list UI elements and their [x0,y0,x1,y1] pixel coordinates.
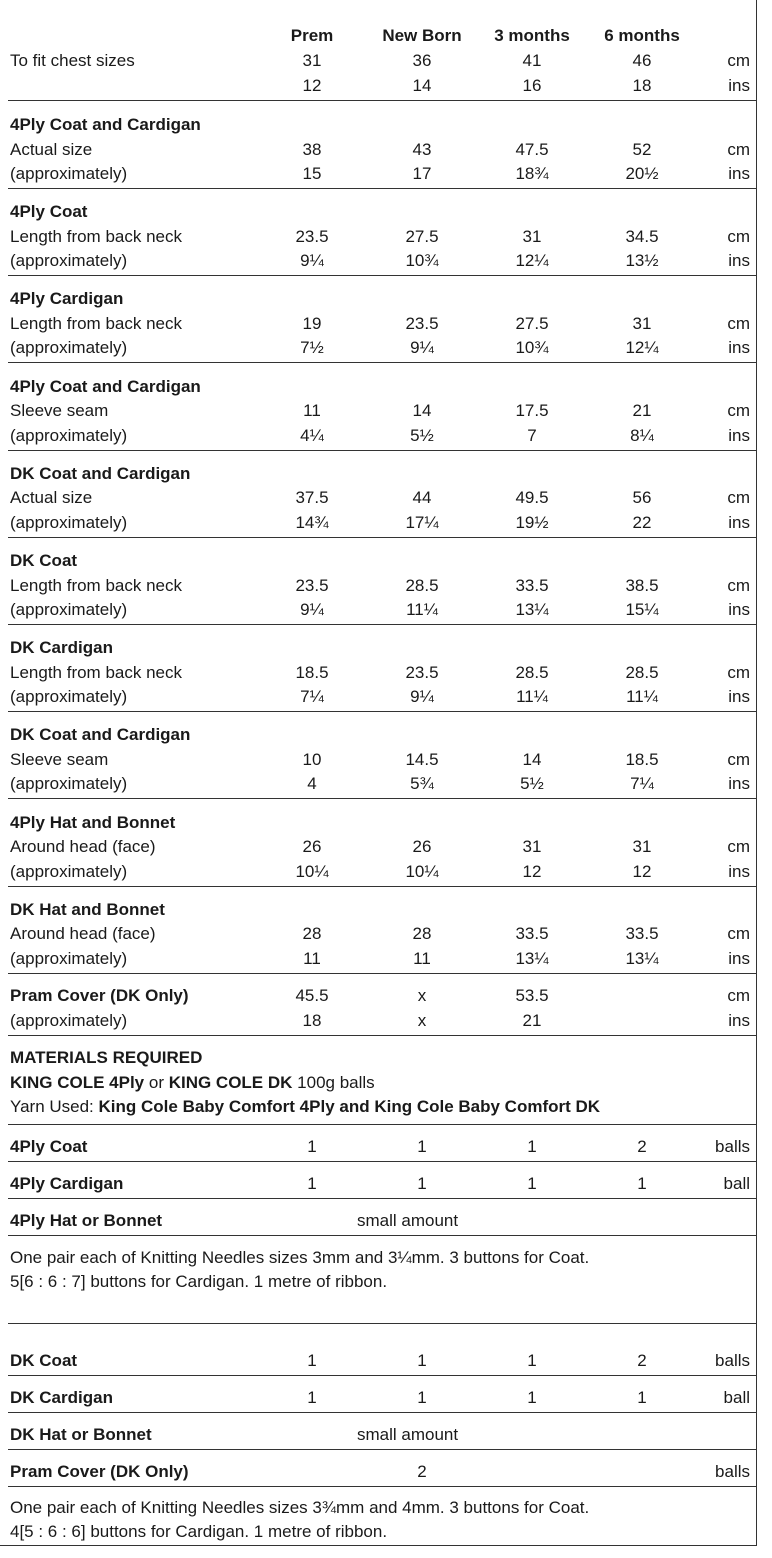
divider [8,1124,756,1125]
divider [8,1375,756,1376]
value-cell: 45.5 [295,986,329,1005]
value-cell: 18¾ [515,164,549,183]
material-name: DK Cardigan [10,1388,113,1407]
measurement-section [0,375,772,449]
unit-cell: cm [727,837,750,857]
value-cell: 17.5 [515,401,549,421]
value-cell: 1 [637,1388,647,1407]
value-cell: 33.5 [515,924,549,944]
section-line: (approximately) [10,425,128,445]
value-cell: 5½ [410,425,434,445]
section-line: (approximately) [10,512,128,532]
value-cell: 10 [302,749,322,769]
divider [8,711,756,712]
material-name: 4Ply Hat or Bonnet [10,1211,163,1230]
measurement-section [0,898,772,972]
section-line: Length from back neck [10,575,182,595]
measurement-section [0,200,772,274]
value-cell: 1 [307,1388,317,1407]
value-cell: 15¼ [625,600,659,619]
section-line: (approximately) [10,861,128,881]
value-cell: 9¼ [410,687,434,707]
value-cell: 21 [632,401,652,421]
size-header: 6 months [604,26,680,45]
unit-cell: ins [728,687,750,707]
value-cell: 1 [417,1351,427,1370]
divider [8,188,756,189]
unit-cell: cm [727,313,750,333]
section-line: (approximately) [10,600,128,619]
value-cell: 12¼ [515,251,549,271]
unit-cell: ins [728,425,750,445]
value-cell: 56 [632,488,652,508]
value-cell: 1 [307,1351,317,1370]
unit-cell: ins [728,1010,750,1030]
value-cell: 31 [522,837,542,857]
measurement-section [0,113,772,187]
material-name: DK Hat or Bonnet [10,1425,152,1444]
value-cell: 4 [307,774,317,794]
material-row [0,1460,772,1484]
value-cell: 43 [412,139,432,159]
value-cell: 14 [412,75,432,95]
value-cell: 21 [522,1010,542,1030]
value-cell: 18 [632,75,652,95]
value-cell: 1 [417,1137,427,1156]
material-row [0,1423,772,1447]
value-cell: 11 [303,948,321,968]
size-header: New Born [382,26,462,45]
yarn-line [10,1071,375,1096]
material-row [0,1172,772,1196]
unit-cell: cm [727,488,750,508]
measurement-section [0,549,772,623]
value-cell: 46 [632,51,652,70]
value-cell: 13¼ [625,948,659,968]
unit-cell: ins [728,600,750,619]
value-cell: 41 [522,51,542,70]
divider [8,1198,756,1199]
value-cell: 23.5 [295,226,329,246]
note-line: 5[6 : 6 : 7] buttons for Cardigan. 1 metre of ribbon. [10,1272,388,1291]
unit-cell: cm [727,924,750,944]
unit-cell: cm [727,575,750,595]
note-line: 4[5 : 6 : 6] buttons for Cardigan. 1 metre of ribbon. [10,1522,388,1541]
note-line: One pair each of Knitting Needles sizes 3¾mm and 4mm. 3 buttons for Coat. [10,1498,590,1517]
divider [8,362,756,363]
value-cell: 14 [522,749,542,769]
yarn-used-label: Yarn Used: [10,1097,99,1116]
divider [8,798,756,799]
measurement-section [0,636,772,710]
value-cell: 1 [637,1174,647,1193]
value-cell: 33.5 [625,924,659,944]
unit-cell: cm [727,401,750,421]
note-4ply [10,1246,750,1294]
unit-cell: ins [728,164,750,183]
value-cell: 19½ [515,512,549,532]
section-line: Actual size [10,139,93,159]
unit-cell: cm [727,139,750,159]
amount-cell: 2 [417,1462,427,1481]
unit-cell: ball [723,1388,750,1407]
yarn-weight: 100g balls [292,1072,375,1092]
value-cell: 47.5 [515,139,549,159]
measurement-section [0,723,772,797]
unit-cell: ins [728,861,750,881]
value-cell: 52 [632,139,652,159]
pram-cover-block [0,984,772,1033]
value-cell: 28.5 [405,575,439,595]
value-cell: 44 [412,488,432,508]
value-cell: 19 [302,313,322,333]
unit-cell: ins [728,774,750,794]
value-cell: 31 [632,837,652,857]
value-cell: 1 [527,1351,537,1370]
measurement-section [0,287,772,361]
unit-cell: ins [728,75,750,95]
value-cell: 5¾ [410,774,434,794]
section-line: (approximately) [10,948,128,968]
section-line: (approximately) [10,251,128,271]
value-cell: 31 [302,51,322,70]
material-row [0,1386,772,1410]
unit-cell: balls [715,1351,750,1370]
yarn-used-value: King Cole Baby Comfort 4Ply and King Cole Baby Comfort DK [98,1097,601,1116]
value-cell: 38.5 [625,575,659,595]
value-cell: 1 [417,1388,427,1407]
value-cell: 26 [412,837,432,857]
section-line: Length from back neck [10,313,182,333]
material-name: DK Coat [10,1351,78,1370]
value-cell: 13¼ [515,600,549,619]
value-cell: 9¼ [300,251,324,271]
yarn-brand: KING COLE 4Ply [10,1072,145,1092]
value-cell: 23.5 [295,575,329,595]
value-cell: 8¼ [630,425,654,445]
value-cell: 23.5 [405,313,439,333]
size-header-row [0,24,772,49]
materials-heading: MATERIALS REQUIRED [10,1048,203,1067]
value-cell: 23.5 [405,662,439,682]
value-cell: 31 [522,226,542,246]
value-cell: 12 [632,861,652,881]
value-cell: 12¼ [625,338,659,358]
value-cell: 1 [307,1174,317,1193]
unit-cell: cm [727,986,750,1005]
material-name: Pram Cover (DK Only) [10,1462,189,1481]
section-line: Actual size [10,488,93,508]
section-line: (approximately) [10,164,128,183]
section-title: 4Ply Coat and Cardigan [10,115,201,134]
size-header: 3 months [494,26,570,45]
value-cell: 9¼ [300,600,324,619]
unit-cell: ins [728,338,750,358]
value-cell: 18.5 [625,749,659,769]
chest-label: To fit chest sizes [10,51,135,70]
value-cell: 10¼ [405,861,439,881]
value-cell: 4¼ [300,425,324,445]
value-cell: 11 [303,401,321,421]
value-cell: 28 [302,924,322,944]
divider [8,450,756,451]
unit-cell: balls [715,1462,750,1481]
divider [8,1449,756,1450]
divider [8,100,756,101]
value-cell: 13¼ [515,948,549,968]
divider [8,1235,756,1236]
unit-cell: cm [727,226,750,246]
value-cell: 10¾ [405,251,439,271]
value-cell: 10¼ [295,861,329,881]
materials-heading-block [0,1046,772,1120]
value-cell: 34.5 [625,226,659,246]
divider [8,886,756,887]
value-cell: 26 [302,837,322,857]
value-cell: 27.5 [405,226,439,246]
value-cell: 7 [527,425,537,445]
value-cell: x [417,986,427,1005]
value-cell: 12 [302,75,322,95]
value-cell: 53.5 [515,986,549,1005]
value-cell: 17¼ [405,512,439,532]
note-line: One pair each of Knitting Needles sizes 3mm and 3¼mm. 3 buttons for Coat. [10,1248,590,1267]
unit-cell: balls [715,1137,750,1156]
section-title: 4Ply Hat and Bonnet [10,812,176,832]
yarn-brand: KING COLE DK [168,1072,293,1092]
value-cell: 15 [302,164,322,183]
section-title: DK Coat and Cardigan [10,463,191,483]
section-line: (approximately) [10,338,128,358]
section-line: Around head (face) [10,837,156,857]
amount-cell: small amount [357,1425,459,1444]
value-cell: 10¾ [515,338,549,358]
section-line: (approximately) [10,774,128,794]
value-cell: 2 [637,1351,647,1370]
divider [8,624,756,625]
size-header: Prem [290,26,334,45]
value-cell: 7¼ [300,687,324,707]
value-cell: 38 [302,139,322,159]
unit-cell: cm [727,749,750,769]
material-name: 4Ply Coat [10,1137,88,1156]
value-cell: 12 [522,861,542,881]
section-line: Length from back neck [10,226,182,246]
divider [8,1486,756,1487]
section-title: DK Coat [10,551,78,570]
value-cell: 36 [412,51,432,70]
yarn-or: or [144,1072,169,1092]
material-row [0,1349,772,1373]
value-cell: 7¼ [630,774,654,794]
section-title: Pram Cover (DK Only) [10,986,189,1005]
section-line: Length from back neck [10,662,182,682]
value-cell: 28 [412,924,432,944]
yarn-used-line [10,1095,600,1120]
value-cell: 1 [527,1137,537,1156]
material-name: 4Ply Cardigan [10,1174,124,1193]
value-cell: 1 [417,1174,427,1193]
value-cell: 2 [637,1137,647,1156]
unit-cell: cm [727,662,750,682]
section-title: DK Hat and Bonnet [10,899,165,919]
measurement-section [0,811,772,885]
section-title: 4Ply Cardigan [10,289,124,309]
value-cell: 9¼ [410,338,434,358]
value-cell: 11 [413,948,431,968]
divider [8,1323,756,1324]
value-cell: 5½ [520,774,544,794]
value-cell: 1 [527,1174,537,1193]
unit-cell: ins [728,512,750,532]
value-cell: 49.5 [515,488,549,508]
unit-cell: ins [728,948,750,968]
value-cell: 20½ [625,164,659,183]
value-cell: x [417,1010,427,1030]
value-cell: 14 [412,401,432,421]
section-line: (approximately) [10,687,128,707]
divider [8,1412,756,1413]
value-cell: 18.5 [295,662,329,682]
value-cell: 1 [527,1388,537,1407]
value-cell: 11¼ [626,687,658,707]
unit-cell: cm [727,51,750,70]
value-cell: 18 [302,1010,322,1030]
section-title: DK Coat and Cardigan [10,725,191,745]
value-cell: 37.5 [295,488,329,508]
unit-cell: ball [723,1174,750,1193]
value-cell: 28.5 [625,662,659,682]
measurement-section [0,462,772,536]
chest-size-block [0,49,772,98]
value-cell: 28.5 [515,662,549,682]
value-cell: 17 [412,164,432,183]
section-title: 4Ply Coat and Cardigan [10,376,201,396]
value-cell: 31 [632,313,652,333]
value-cell: 13½ [625,251,659,271]
section-line: (approximately) [10,1010,128,1030]
divider [8,275,756,276]
value-cell: 22 [632,512,652,532]
section-title: DK Cardigan [10,638,113,658]
section-line: Sleeve seam [10,749,109,769]
divider [8,537,756,538]
material-row [0,1135,772,1159]
divider [8,1035,756,1036]
value-cell: 33.5 [515,575,549,595]
value-cell: 11¼ [406,600,438,619]
section-line: Around head (face) [10,924,156,944]
amount-cell: small amount [357,1211,459,1230]
value-cell: 7½ [300,338,324,358]
value-cell: 11¼ [516,687,548,707]
value-cell: 14¾ [295,512,329,532]
section-line: Sleeve seam [10,401,109,421]
value-cell: 1 [307,1137,317,1156]
divider [8,1161,756,1162]
value-cell: 27.5 [515,313,549,333]
material-row [0,1209,772,1233]
divider [8,973,756,974]
unit-cell: ins [728,251,750,271]
note-dk [10,1496,750,1544]
value-cell: 16 [522,75,542,95]
value-cell: 14.5 [405,749,439,769]
section-title: 4Ply Coat [10,202,88,222]
